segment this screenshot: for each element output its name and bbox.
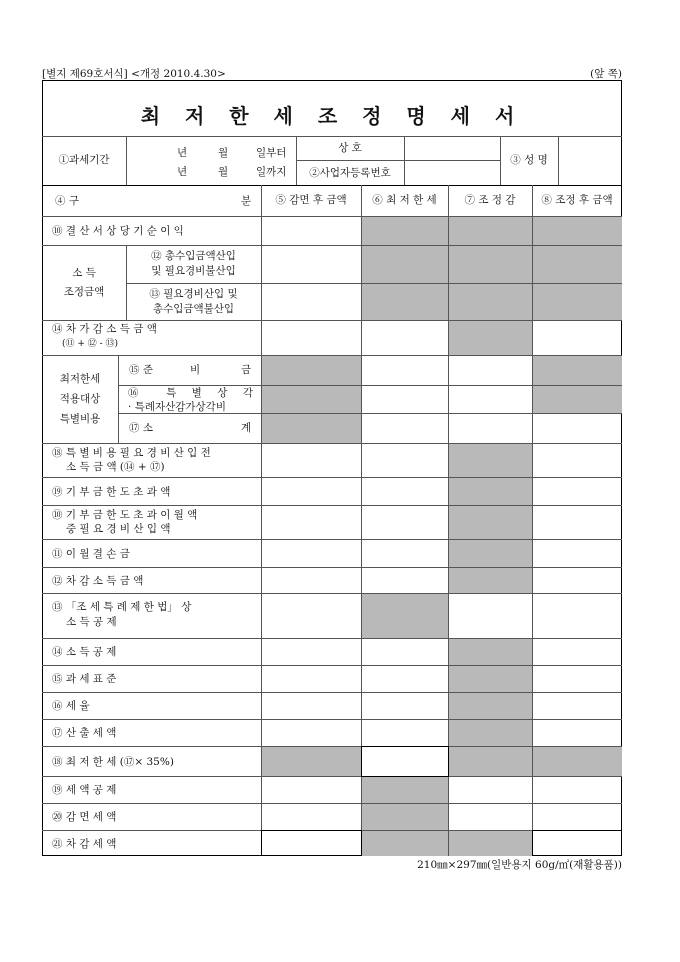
shaded-cell xyxy=(448,830,532,856)
row-income-before-special xyxy=(52,446,211,474)
col-header-after-reduction: ⑤ 감면 후 금액 xyxy=(275,194,347,206)
row-special-depreciation xyxy=(128,386,253,414)
row-tax-rate: ⑯ 세 율 xyxy=(52,700,90,712)
shaded-cell xyxy=(361,216,622,320)
form-title: 최 저 한 세 조 정 명 세 서 xyxy=(140,104,524,128)
row-tax-credit: ⑲ 세 액 공 제 xyxy=(52,784,117,796)
row-text-line: · 특례자산감가상각비 xyxy=(128,401,226,413)
period-month-from: 월 xyxy=(218,147,229,159)
shaded-cell xyxy=(361,593,448,638)
representative-name-field[interactable] xyxy=(558,137,621,184)
period-day-from: 일부터 xyxy=(256,147,287,159)
shaded-cell xyxy=(261,746,361,776)
col-header-minimum-tax: ⑥ 최 저 한 세 xyxy=(372,194,437,206)
business-number-label: ②사업자등록번호 xyxy=(309,166,391,179)
row-minimum-tax: ⑱ 최 저 한 세 (⑰× 35%) xyxy=(52,755,174,768)
business-number-field[interactable] xyxy=(404,161,500,184)
shaded-cell xyxy=(448,746,622,776)
row-net-income-after: ⑫ 차 감 소 득 금 액 xyxy=(52,574,144,587)
special-cost-line: 최저한세 xyxy=(59,373,101,385)
row-text-line: 소 득 공 제 xyxy=(66,616,117,628)
row-text-line: 소 득 금 액 (⑭ + ⑰) xyxy=(66,461,165,473)
row-expense-inclusion xyxy=(126,283,261,320)
row-text-line: ⑱ 특 별 비 용 필 요 경 비 산 입 전 xyxy=(52,447,211,459)
row-subtotal: ⑰ 소 xyxy=(129,422,153,434)
row-tax-reduction: ⑳ 감 면 세 액 xyxy=(52,811,117,823)
row-adjusted-income xyxy=(52,322,157,352)
shaded-cell xyxy=(361,776,448,856)
row-tax-base: ⑮ 과 세 표 준 xyxy=(52,673,117,685)
row-deducted-tax: ㉑ 차 감 세 액 xyxy=(52,837,117,850)
form-number: [별지 제69호서식] <개정 2010.4.30> xyxy=(42,68,226,80)
row-text-line: 총수입금액불산입 xyxy=(152,302,235,315)
row-donation-carryover xyxy=(52,508,197,536)
row-calculated-tax: ⑰ 산 출 세 액 xyxy=(52,727,117,739)
row-text-line: ⑯ 특 별 상 각 xyxy=(128,387,253,399)
page-side: (앞 쪽) xyxy=(590,68,622,80)
col-header-category: ④ 구 xyxy=(55,195,79,207)
row-text-line: ⑬ 「조 세 특 례 제 한 법」 상 xyxy=(52,601,192,613)
row-subtotal-end: 계 xyxy=(241,422,252,434)
company-name-field[interactable] xyxy=(404,137,500,159)
shaded-cell xyxy=(261,355,361,443)
special-cost-group xyxy=(42,355,118,443)
representative-name-label: ③ 성 명 xyxy=(510,154,548,166)
row-text-line: ⑬ 필요경비산입 및 xyxy=(149,287,238,300)
row-special-law-deduction xyxy=(52,600,191,630)
row-donation-excess: ⑲ 기 부 금 한 도 초 과 액 xyxy=(52,485,171,498)
deducted-tax-box[interactable] xyxy=(261,830,362,856)
row-text-line: ⑩ 기 부 금 한 도 초 과 이 월 액 xyxy=(52,509,198,521)
special-cost-line: 특별비용 xyxy=(59,413,101,425)
col-header-category-end: 분 xyxy=(241,195,252,207)
row-reserve-mid: 비 xyxy=(190,364,201,376)
row-income-deduction: ⑭ 소 득 공 제 xyxy=(52,646,117,658)
paper-spec: 210㎜×297㎜(일반용지 60g/㎡(재활용품)) xyxy=(417,859,622,871)
row-net-income: ⑩ 결 산 서 상 당 기 순 이 익 xyxy=(52,225,184,237)
row-text-line: (⑪ + ⑫ - ⑬) xyxy=(62,339,119,349)
row-revenue-inclusion xyxy=(126,245,261,283)
shaded-cell xyxy=(532,355,622,413)
row-text-line: ⑫ 총수입금액산입 xyxy=(151,250,236,262)
shaded-cell xyxy=(448,443,532,593)
period-year-from: 년 xyxy=(177,147,188,159)
special-cost-line: 적용대상 xyxy=(59,393,101,405)
row-text-line: 및 필요경비불산입 xyxy=(151,265,236,277)
col-header-after-adjustment: ⑧ 조정 후 금액 xyxy=(541,194,613,206)
row-text-line: ⑭ 차 가 감 소 득 금 액 xyxy=(52,323,157,335)
row-reserve-end: 금 xyxy=(241,364,252,376)
income-adjustment-line: 소 득 xyxy=(72,266,96,279)
minimum-tax-box[interactable] xyxy=(361,746,449,777)
row-carryover-loss: ⑪ 이 월 결 손 금 xyxy=(52,547,130,560)
period-year-to: 년 xyxy=(177,166,188,178)
row-reserve: ⑮ 준 xyxy=(129,364,153,376)
tax-period-label: ①과세기간 xyxy=(58,154,110,166)
adjusted-tax-box[interactable] xyxy=(532,830,622,856)
period-day-to: 일까지 xyxy=(256,166,287,178)
row-text-line: 중 필 요 경 비 산 입 액 xyxy=(66,523,171,535)
col-header-adjustment: ⑦ 조 정 감 xyxy=(464,194,516,206)
period-month-to: 월 xyxy=(218,166,229,178)
income-adjustment-group xyxy=(42,245,126,320)
company-name-label: 상 호 xyxy=(338,141,362,154)
income-adjustment-line: 조정금액 xyxy=(63,285,105,298)
shaded-cell xyxy=(448,320,532,355)
